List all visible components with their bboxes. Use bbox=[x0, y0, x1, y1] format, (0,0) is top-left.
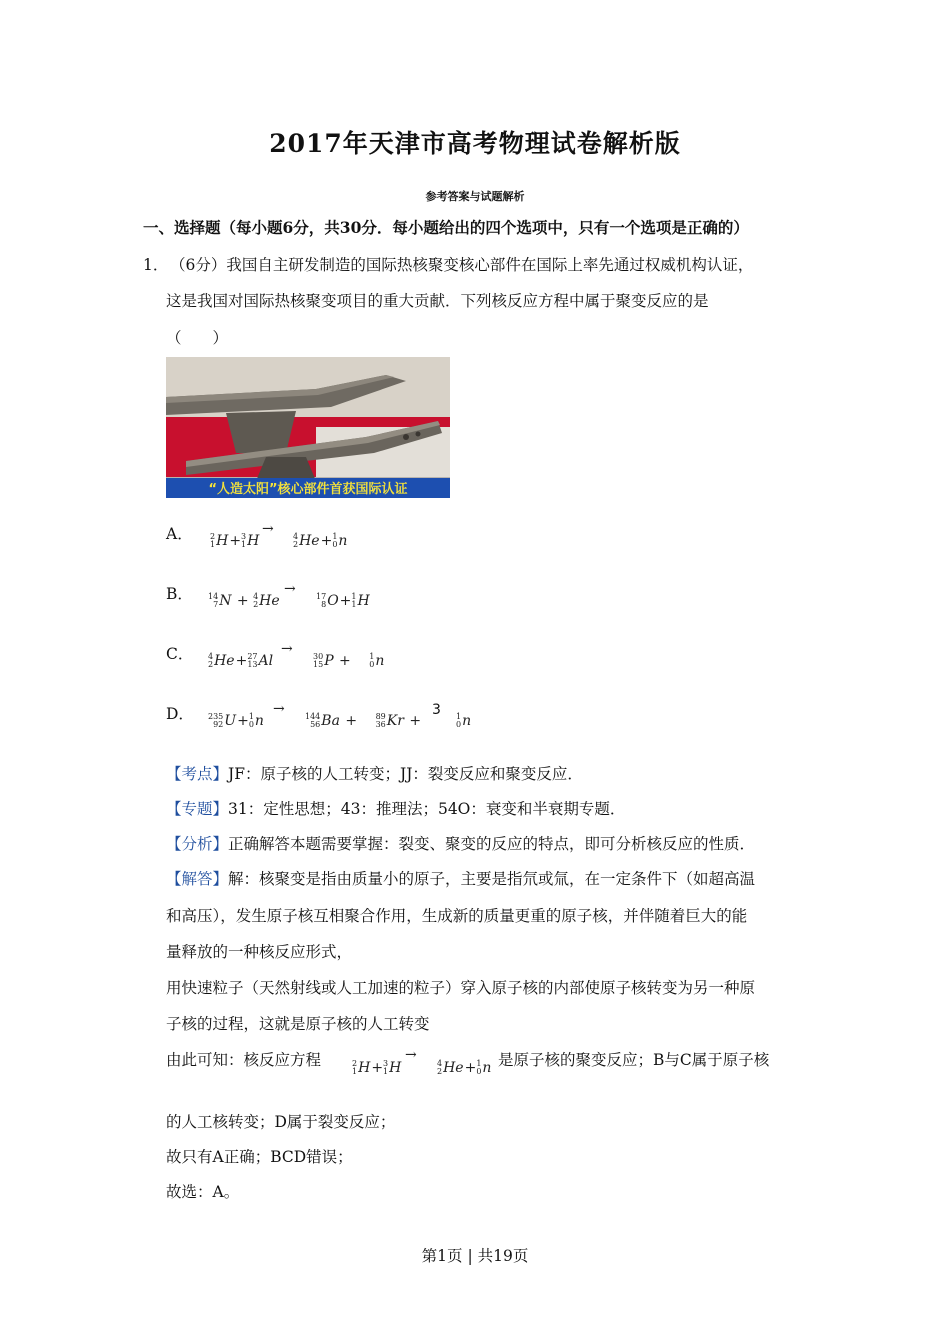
option-d-equation: 235 92 U+ 1 0 n bbox=[208, 712, 264, 729]
jieda-text-1: 解：核聚变是指由质量小的原子，主要是指氘或氚，在一定条件下（如超高温 bbox=[228, 870, 756, 888]
document-title: 2017年天津市高考物理试卷解析版 bbox=[269, 129, 681, 158]
jieda-text-3: 量释放的一种核反应形式， bbox=[166, 943, 353, 961]
jieda-text-5: 子核的过程，这就是原子核的人工转变 bbox=[166, 1015, 430, 1033]
question-text-line2: 这是我国对国际热核聚变项目的重大贡献．下列核反应方程中属于聚变反应的是 bbox=[166, 292, 709, 310]
jieda-text-6-post: 是原子核的聚变反应；B与C属于原子核 bbox=[498, 1051, 770, 1069]
jieda-text-9: 故选：A。 bbox=[166, 1183, 240, 1201]
fenxi-tag: 【分析】 bbox=[166, 835, 229, 853]
arrow-icon: → bbox=[281, 641, 293, 657]
jieda-text-6-pre: 由此可知：核反应方程 bbox=[166, 1051, 322, 1069]
zhuanti-line bbox=[166, 797, 625, 819]
document-subtitle: 参考答案与试题解析 bbox=[425, 190, 525, 203]
option-a-equation: 2 1 H+ 3 1 H bbox=[210, 532, 260, 549]
kaodian-text: JF：原子核的人工转变；JJ：裂变反应和聚变反应． bbox=[228, 765, 583, 783]
news-photo bbox=[166, 357, 450, 498]
jieda-text-2: 和高压），发生原子核互相聚合作用，生成新的质量更重的原子核，并伴随着巨大的能 bbox=[166, 907, 748, 925]
option-c-products: 30 15 P + 1 0 n bbox=[313, 652, 385, 669]
zhuanti-tag: 【专题】 bbox=[166, 800, 229, 818]
option-b-equation: 14 7 N + 4 2 He bbox=[208, 592, 280, 609]
page-footer: 第1页 | 共19页 bbox=[421, 1247, 529, 1265]
arrow-icon: → bbox=[273, 701, 285, 717]
option-d-label: D． bbox=[166, 705, 194, 723]
option-d-neutron: 1 0 n bbox=[456, 712, 472, 729]
section-heading: 一、选择题（每小题6分，共30分．每小题给出的四个选项中，只有一个选项是正确的） bbox=[143, 218, 749, 237]
option-b-label: B． bbox=[166, 585, 193, 603]
jieda-tag: 【解答】 bbox=[166, 870, 229, 888]
jieda-text-7: 的人工核转变；D属于裂变反应； bbox=[166, 1113, 396, 1131]
arrow-icon: → bbox=[405, 1047, 417, 1063]
inline-equation-products: 4 2 He+ 1 0 n bbox=[437, 1059, 492, 1076]
kaodian-line bbox=[166, 762, 583, 784]
question-number: 1． bbox=[143, 256, 169, 274]
question-text-line1: （6分）我国自主研发制造的国际热核聚变核心部件在国际上率先通过权威机构认证， bbox=[170, 256, 754, 274]
photo-caption: “人造太阳”核心部件首获国际认证 bbox=[208, 482, 408, 497]
option-a-label: A． bbox=[166, 525, 193, 543]
jieda-text-4: 用快速粒子（天然射线或人工加速的粒子）穿入原子核的内部使原子核转变为另一种原 bbox=[166, 979, 756, 997]
arrow-icon: → bbox=[284, 581, 296, 597]
kaodian-tag: 【考点】 bbox=[166, 765, 229, 783]
answer-blank: （ ） bbox=[166, 329, 229, 347]
tokamak-component-image bbox=[166, 357, 450, 498]
fenxi-text: 正确解答本题需要掌握：裂变、聚变的反应的特点，即可分析核反应的性质． bbox=[228, 835, 756, 853]
option-c-label: C． bbox=[166, 645, 194, 663]
option-c-equation: 4 2 He+ 27 13 Al bbox=[208, 652, 274, 669]
jieda-line1 bbox=[166, 867, 755, 889]
inline-equation-reactants: 2 1 H+ 3 1 H bbox=[352, 1059, 402, 1076]
option-b-products: 17 8 O+ 1 1 H bbox=[316, 592, 370, 609]
fenxi-line bbox=[166, 832, 755, 854]
option-d-products: 144 56 Ba + 89 36 Kr + bbox=[305, 712, 422, 729]
arrow-icon: → bbox=[262, 521, 274, 537]
option-d-coefficient: 3 bbox=[432, 702, 441, 718]
zhuanti-text: 31：定性思想；43：推理法；54O：衰变和半衰期专题． bbox=[228, 800, 626, 818]
option-a-products: 4 2 He+ 1 0 n bbox=[293, 532, 348, 549]
jieda-text-8: 故只有A正确；BCD错误； bbox=[166, 1148, 353, 1166]
